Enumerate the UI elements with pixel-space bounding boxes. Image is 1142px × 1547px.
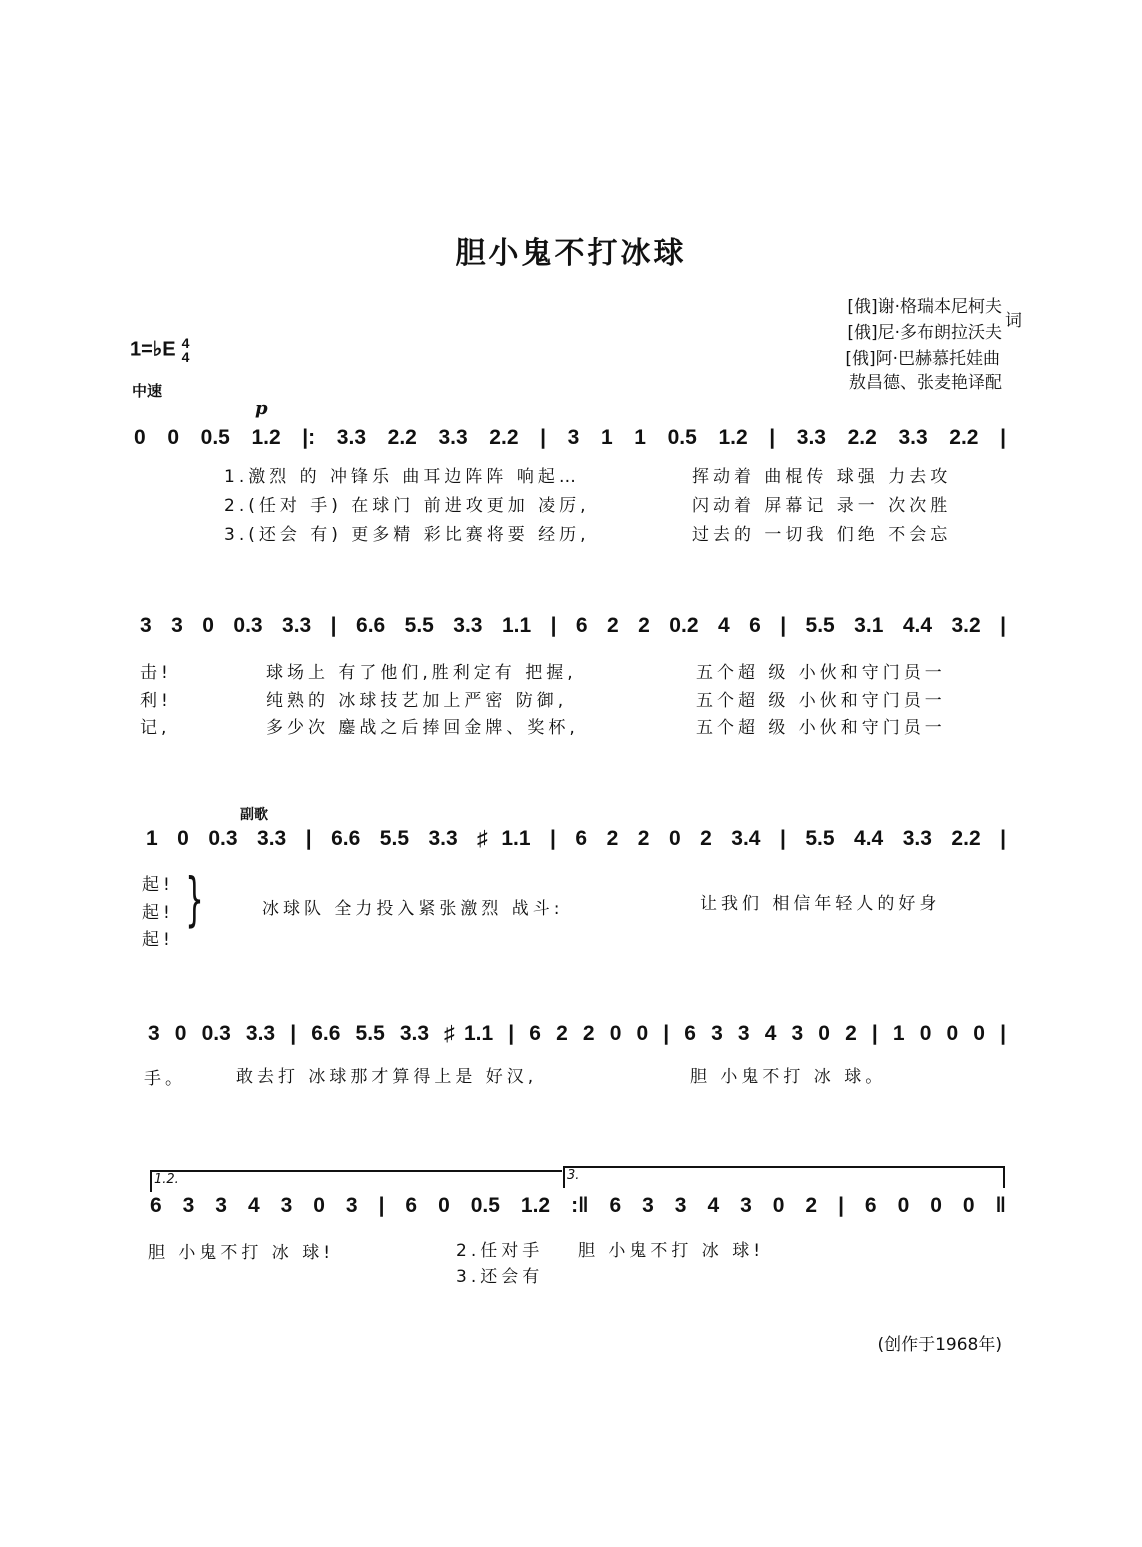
- lyric-3-start-2: 起!: [142, 903, 174, 923]
- tempo-marking: 中速: [132, 382, 163, 400]
- notes-row-3: 1 0 0.3 3.3 | 6.6 5.5 3.3 ♯1.1 | 6 2 2 0 2 3.4 | 5.5 4.4 3.3 2.2 |: [146, 827, 1006, 850]
- lyric-2-2-left: 纯熟的 冰球技艺加上严密 防御,: [266, 691, 568, 711]
- lyric-3-right: 让我们 相信年轻人的好身: [700, 894, 941, 914]
- lyric-4-start: 手。: [144, 1069, 186, 1089]
- notes-row-4: 3 0 0.3 3.3 | 6.6 5.5 3.3 ♯1.1 | 6 2 2 0 0 | 6 3 3 4 3 0 2 | 1 0 0 0 |: [148, 1022, 1006, 1045]
- song-title: 胆小鬼不打冰球: [455, 236, 687, 271]
- lyric-3-left: 冰球队 全力投入紧张激烈 战斗:: [262, 899, 564, 919]
- notes-row-2: 3 3 0 0.3 3.3 | 6.6 5.5 3.3 1.1 | 6 2 2 0.2 4 6 | 5.5 3.1 4.4 3.2 |: [140, 614, 1006, 637]
- key-text: 1=♭E: [130, 338, 176, 361]
- lyric-2-3-left: 多少次 鏖战之后捧回金牌、奖杯,: [266, 718, 579, 738]
- brace: }: [185, 865, 204, 933]
- lyric-2-1-left: 球场上 有了他们,胜利定有 把握,: [266, 663, 577, 683]
- lyric-2-3-right: 五个超 级 小伙和守门员一: [696, 718, 946, 738]
- lyric-2-2-right: 五个超 级 小伙和守门员一: [696, 691, 946, 711]
- lyricist-role: 词: [1005, 311, 1022, 331]
- lyric-5-left: 胆 小鬼不打 冰 球!: [148, 1243, 335, 1263]
- key-signature: [130, 336, 189, 364]
- lyric-1-3-right: 过去的 一切我 们绝 不会忘: [692, 525, 952, 545]
- lyric-2-3-start: 记,: [140, 718, 171, 738]
- time-bottom: 4: [181, 349, 190, 365]
- lyric-3-start-1: 起!: [142, 875, 174, 895]
- lyric-4-left: 敢去打 冰球那才算得上是 好汉,: [236, 1067, 538, 1087]
- time-top: 4: [181, 335, 190, 351]
- lyric-4-right: 胆 小鬼不打 冰 球。: [690, 1067, 887, 1087]
- notes-row-1: 0 0 0.5 1.2 |: 3.3 2.2 3.3 2.2 | 3 1 1 0.5 1.2 | 3.3 2.2 3.3 2.2 |: [134, 426, 1006, 449]
- lyric-2-2-start: 利!: [140, 691, 172, 711]
- lyric-1-1-right: 挥动着 曲棍传 球强 力去攻: [692, 467, 952, 487]
- lyric-5-mid-2: 2.任对手: [456, 1241, 544, 1261]
- dynamic-marking: p: [255, 398, 268, 419]
- lyric-1-2-left: 2.(任对 手) 在球门 前进攻更加 凌厉,: [224, 496, 590, 516]
- time-signature: [182, 336, 190, 364]
- composer: [俄]阿·巴赫慕托娃曲: [845, 349, 1000, 369]
- notes-row-5: 6 3 3 4 3 0 3 | 6 0 0.5 1.2 :‖ 6 3 3 4 3 0 2 | 6 0 0 0 ‖: [150, 1194, 1006, 1217]
- lyric-3-start-3: 起!: [142, 930, 174, 950]
- volta-3: 3.: [563, 1166, 1005, 1188]
- lyricist-2: [俄]尼·多布朗拉沃夫: [847, 323, 1002, 343]
- lyric-2-1-right: 五个超 级 小伙和守门员一: [696, 663, 946, 683]
- lyric-1-3-left: 3.(还会 有) 更多精 彩比赛将要 经历,: [224, 525, 590, 545]
- chorus-label: 副歌: [240, 807, 268, 823]
- composition-date: (创作于1968年): [877, 1335, 1002, 1355]
- lyric-1-2-right: 闪动着 屏幕记 录一 次次胜: [692, 496, 952, 516]
- lyric-5-right: 胆 小鬼不打 冰 球!: [578, 1241, 765, 1261]
- lyric-5-mid-3: 3.还会有: [456, 1267, 544, 1287]
- lyric-2-1-start: 击!: [140, 663, 172, 683]
- translators: 敖昌德、张麦艳译配: [849, 373, 1002, 393]
- lyric-1-1-left: 1.激烈 的 冲锋乐 曲耳边阵阵 响起…: [224, 467, 580, 487]
- volta-1-2: 1.2.: [150, 1170, 562, 1192]
- lyricist-1: [俄]谢·格瑞本尼柯夫: [847, 297, 1002, 317]
